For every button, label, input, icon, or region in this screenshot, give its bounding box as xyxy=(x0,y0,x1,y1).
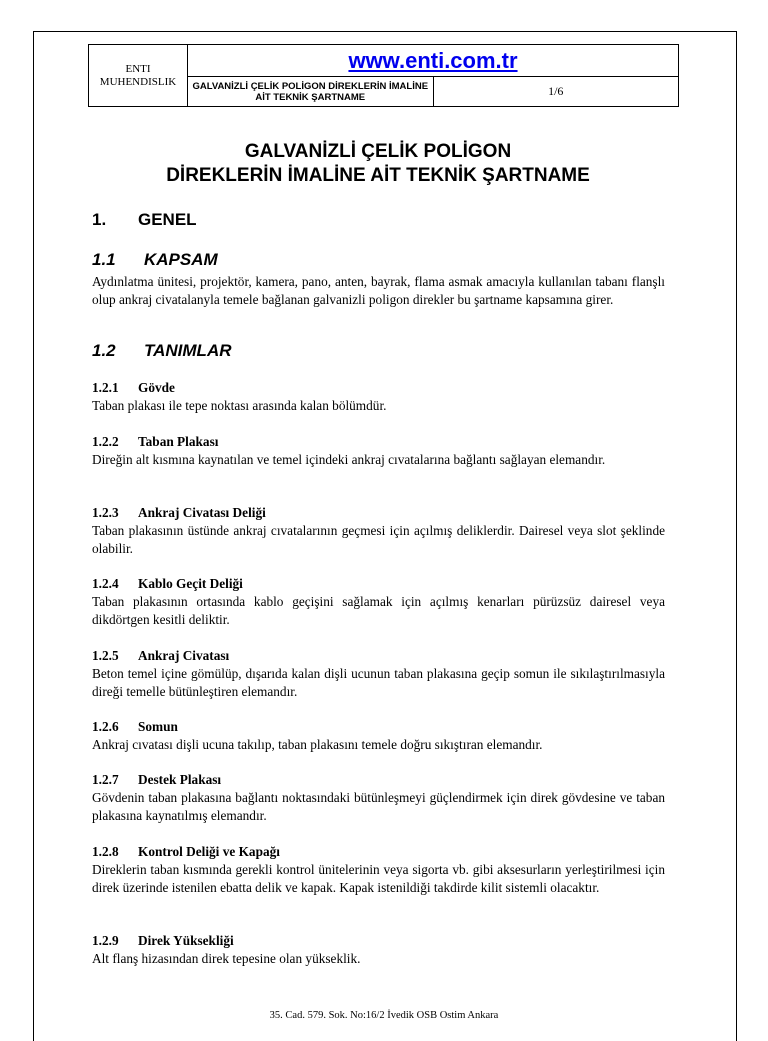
definition-number: 1.2.1 xyxy=(92,380,119,395)
page-number: 1/6 xyxy=(433,77,679,107)
definition-heading xyxy=(92,504,266,522)
heading-number: 1.2 xyxy=(92,341,116,360)
definition-heading xyxy=(92,771,221,789)
website-link[interactable]: www.enti.com.tr xyxy=(188,45,679,77)
header-doc-title: GALVANİZLİ ÇELİK POLİGON DİREKLERİN İMALİNE AİT TEKNİK ŞARTNAME xyxy=(188,77,434,107)
definition-text: Alt flanş hizasından direk tepesine olan yükseklik. xyxy=(92,951,361,966)
definition-label: Kablo Geçit Deliği xyxy=(138,576,243,591)
heading-label: GENEL xyxy=(138,210,197,229)
footer-address: 35. Cad. 579. Sok. No:16/2 İvedik OSB Ostim Ankara xyxy=(269,1010,499,1021)
definition-text: Ankraj cıvatası dişli ucuna takılıp, taban plakasını temele doğru sıkıştıran elemandır. xyxy=(92,737,543,752)
definition-label: Direk Yüksekliği xyxy=(138,933,234,948)
heading-number: 1. xyxy=(92,210,107,229)
heading-genel xyxy=(92,210,197,230)
definition-heading xyxy=(92,843,280,861)
heading-label: KAPSAM xyxy=(144,250,218,269)
definition-text: Taban plakasının ortasında kablo geçişini sağlamak için açılmış kenarları pürüzsüz dairesel veya dikdörtgen kesitli deliktir. xyxy=(92,594,665,627)
company-line-2: MUHENDISLIK xyxy=(99,75,177,88)
definition-heading xyxy=(92,433,218,451)
definition-heading xyxy=(92,379,175,397)
definition-text: Taban plakası ile tepe noktası arasında kalan bölümdür. xyxy=(92,398,387,413)
definition-label: Ankraj Civatası xyxy=(138,648,230,663)
definition-number: 1.2.6 xyxy=(92,719,119,734)
definition-number: 1.2.8 xyxy=(92,844,119,859)
definition-number: 1.2.4 xyxy=(92,576,119,591)
title-line-2: DİREKLERİN İMALİNE AİT TEKNİK ŞARTNAME xyxy=(166,165,590,186)
document-title xyxy=(90,140,666,188)
title-line-1: GALVANİZLİ ÇELİK POLİGON xyxy=(244,141,512,162)
definition-heading xyxy=(92,647,229,665)
definition-number: 1.2.9 xyxy=(92,933,119,948)
company-line-1: ENTI xyxy=(125,62,151,75)
definition-heading xyxy=(92,718,178,736)
kapsam-text: Aydınlatma ünitesi, projektör, kamera, pano, anten, bayrak, flama asmak amacıyla kullanılan tabanı flanşlı olup ankraj civatalanyla temele bağlanan galvanizli poligon direkler bu şartname kapsamına girer. xyxy=(92,274,665,307)
definition-text: Gövdenin taban plakasına bağlantı noktasındaki bütünleşmeyi güçlendirmek için direk gövdesine ve taban plakasına kaynatılmış elemandır. xyxy=(92,790,665,823)
heading-tanimlar xyxy=(92,341,232,361)
heading-label: TANIMLAR xyxy=(144,341,232,360)
document-header xyxy=(88,44,679,107)
heading-kapsam xyxy=(92,250,218,270)
company-name xyxy=(89,45,188,107)
definition-number: 1.2.3 xyxy=(92,505,119,520)
definition-number: 1.2.2 xyxy=(92,434,119,449)
definition-label: Ankraj Civatası Deliği xyxy=(138,505,266,520)
definition-label: Taban Plakası xyxy=(138,434,219,449)
definition-text: Direklerin taban kısmında gerekli kontrol ünitelerinin veya sigorta vb. gibi aksesurların yerleştirilmesi için direk üzerinde istenilen ebatta delik ve kapak. Kapak istenildiği takdirde kilit sistemli olacaktır. xyxy=(92,862,665,895)
definition-label: Kontrol Deliği ve Kapağı xyxy=(138,844,280,859)
definition-text: Direğin alt kısmına kaynatılan ve temel içindeki ankraj cıvatalarına bağlantı sağlayan elemandır. xyxy=(92,452,606,467)
definition-number: 1.2.5 xyxy=(92,648,119,663)
definition-text: Beton temel içine gömülüp, dışarıda kalan dişli ucunun taban plakasına geçip somun ile sıkılaştırılmasıyla direği temelle bütünleştiren elemandır. xyxy=(92,666,665,699)
definition-number: 1.2.7 xyxy=(92,772,119,787)
definition-heading xyxy=(92,932,234,950)
definition-label: Gövde xyxy=(138,380,175,395)
definition-text: Taban plakasının üstünde ankraj cıvatalarının geçmesi için açılmış deliklerdir. Dairesel veya slot şeklinde olabilir. xyxy=(92,523,665,556)
heading-number: 1.1 xyxy=(92,250,116,269)
definition-label: Destek Plakası xyxy=(138,772,222,787)
definition-heading xyxy=(92,575,243,593)
definition-label: Somun xyxy=(138,719,178,734)
